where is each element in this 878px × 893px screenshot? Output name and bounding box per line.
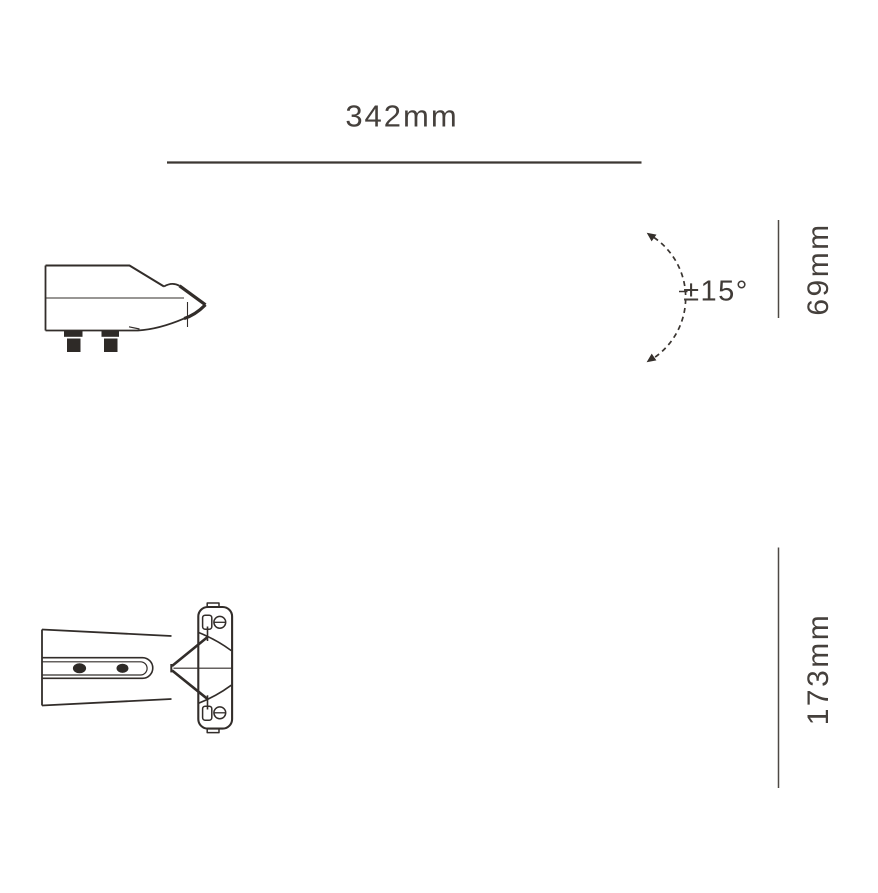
top-upper-edge — [42, 630, 172, 637]
slot-screw-left — [73, 663, 86, 673]
side-bottom-tick — [129, 327, 140, 329]
tilt-arrow-down-icon — [647, 354, 657, 363]
side-neck-curve — [164, 284, 180, 287]
slot-inner — [42, 662, 147, 675]
top-lower-edge — [42, 699, 172, 706]
side-top-edge — [46, 266, 165, 287]
tilt-arc-dashed — [654, 238, 686, 358]
side-height-dimension-label: 69mm — [802, 222, 835, 316]
tilt-arrow-up-icon — [647, 233, 657, 242]
side-bottom-edge — [46, 319, 185, 331]
foot-body-right — [104, 339, 118, 353]
width-dimension-label: 342mm — [345, 98, 459, 134]
side-head-upper — [180, 286, 206, 305]
foot-flange-left — [64, 331, 83, 337]
tilt-range-arc — [647, 233, 688, 362]
cone-upper — [172, 637, 207, 666]
slot-screw-right — [117, 664, 129, 673]
foot-flange-right — [102, 331, 120, 337]
foot-body-left — [67, 339, 81, 353]
top-height-dimension-label: 173mm — [802, 612, 835, 726]
cone-lower — [172, 670, 207, 698]
side-view-spotlight-drawing — [46, 266, 206, 353]
track-adapter-feet — [64, 331, 119, 352]
tilt-angle-label: ±15° — [683, 275, 749, 308]
top-view-spotlight-drawing — [42, 603, 233, 733]
